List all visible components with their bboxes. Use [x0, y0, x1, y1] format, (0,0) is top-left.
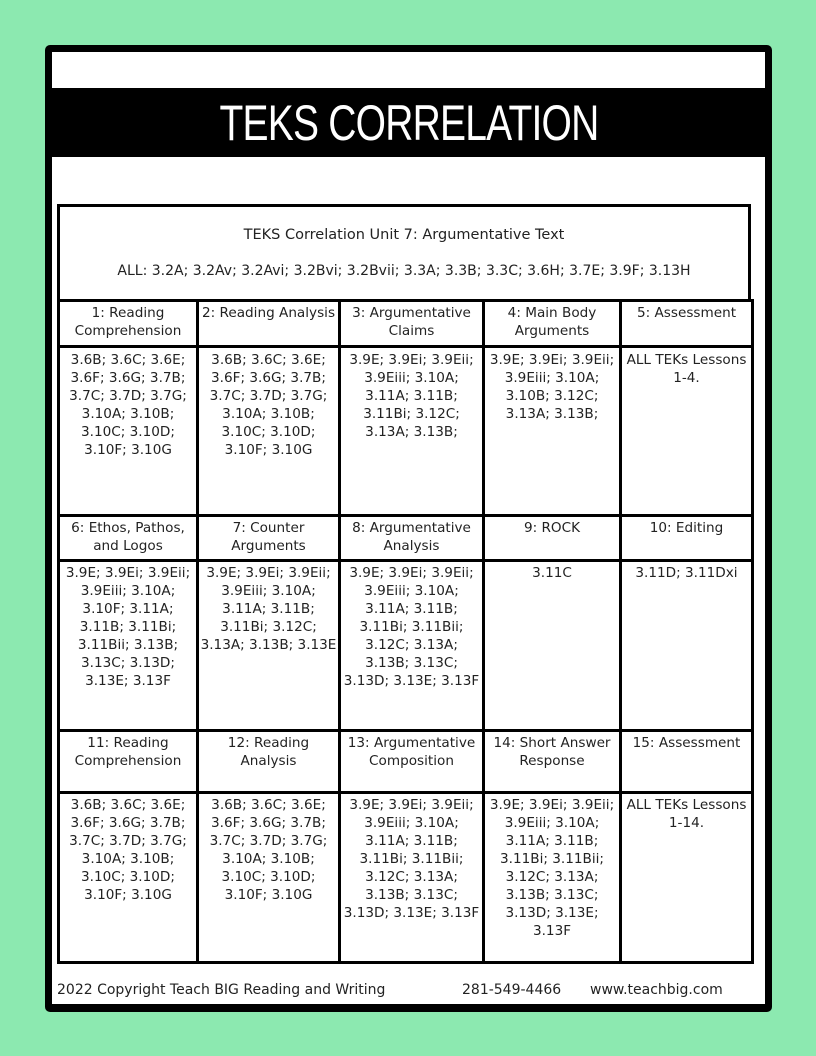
teks-cell: 3.6B; 3.6C; 3.6E; 3.6F; 3.6G; 3.7B; 3.7C; 3.7D; 3.7G; 3.10A; 3.10B; 3.10C; 3.10D; 3.10F; 3.10G: [59, 347, 198, 516]
lesson-header-row: [59, 516, 753, 561]
teks-row: [59, 347, 753, 516]
lesson-header: 14: Short Answer Response: [484, 731, 621, 793]
footer-phone: 281-549-4466: [462, 982, 562, 998]
page-title: TEKS CORRELATION: [218, 94, 599, 151]
summary-title: TEKS Correlation Unit 7: Argumentative Text: [243, 227, 565, 243]
teks-cell: 3.11C: [484, 561, 621, 731]
teks-cell: 3.9E; 3.9Ei; 3.9Eii; 3.9Eiii; 3.10A; 3.11A; 3.11B; 3.11Bi; 3.11Bii; 3.12C; 3.13A; 3.13B; 3.13C; 3.13D; 3.13E; 3.13F: [340, 793, 484, 963]
lesson-header: 2: Reading Analysis: [198, 301, 340, 347]
teks-cell: 3.9E; 3.9Ei; 3.9Eii; 3.9Eiii; 3.10A; 3.10B; 3.12C; 3.13A; 3.13B;: [484, 347, 621, 516]
lesson-header: 1: Reading Comprehension: [59, 301, 198, 347]
teks-cell: 3.9E; 3.9Ei; 3.9Eii; 3.9Eiii; 3.10A; 3.11A; 3.11B; 3.11Bi; 3.12C; 3.13A; 3.13B;: [340, 347, 484, 516]
lesson-header: 9: ROCK: [484, 516, 621, 561]
lesson-header: 7: Counter Arguments: [198, 516, 340, 561]
lesson-header: 11: Reading Comprehension: [59, 731, 198, 793]
lesson-header: 8: Argumentative Analysis: [340, 516, 484, 561]
teks-cell: 3.6B; 3.6C; 3.6E; 3.6F; 3.6G; 3.7B; 3.7C; 3.7D; 3.7G; 3.10A; 3.10B; 3.10C; 3.10D; 3.10F; 3.10G: [198, 347, 340, 516]
teks-table: [57, 299, 754, 964]
lesson-header: 5: Assessment: [621, 301, 753, 347]
teks-cell: 3.9E; 3.9Ei; 3.9Eii; 3.9Eiii; 3.10A; 3.11A; 3.11B; 3.11Bi; 3.12C; 3.13A; 3.13B; 3.13E: [198, 561, 340, 731]
lesson-header: 13: Argumentative Composition: [340, 731, 484, 793]
teks-cell: ALL TEKs Lessons 1-14.: [621, 793, 753, 963]
teks-row: [59, 561, 753, 731]
lesson-header-row: [59, 301, 753, 347]
summary-box: [57, 204, 751, 300]
footer-copyright: 2022 Copyright Teach BIG Reading and Writing: [57, 982, 386, 998]
teks-cell: 3.9E; 3.9Ei; 3.9Eii; 3.9Eiii; 3.10A; 3.11A; 3.11B; 3.11Bi; 3.11Bii; 3.12C; 3.13A; 3.13B; 3.13C; 3.13D; 3.13E; 3.13F: [484, 793, 621, 963]
teks-cell: ALL TEKs Lessons 1-4.: [621, 347, 753, 516]
teks-cell: 3.9E; 3.9Ei; 3.9Eii; 3.9Eiii; 3.10A; 3.11A; 3.11B; 3.11Bi; 3.11Bii; 3.12C; 3.13A; 3.13B; 3.13C; 3.13D; 3.13E; 3.13F: [340, 561, 484, 731]
title-banner: [52, 88, 765, 157]
lesson-header: 12: Reading Analysis: [198, 731, 340, 793]
teks-cell: 3.6B; 3.6C; 3.6E; 3.6F; 3.6G; 3.7B; 3.7C; 3.7D; 3.7G; 3.10A; 3.10B; 3.10C; 3.10D; 3.10F; 3.10G: [198, 793, 340, 963]
teks-cell: 3.11D; 3.11Dxi: [621, 561, 753, 731]
lesson-header: 6: Ethos, Pathos, and Logos: [59, 516, 198, 561]
teks-cell: 3.9E; 3.9Ei; 3.9Eii; 3.9Eiii; 3.10A; 3.10F; 3.11A; 3.11B; 3.11Bi; 3.11Bii; 3.13B; 3.13C; 3.13D; 3.13E; 3.13F: [59, 561, 198, 731]
lesson-header: 3: Argumentative Claims: [340, 301, 484, 347]
teks-cell: 3.6B; 3.6C; 3.6E; 3.6F; 3.6G; 3.7B; 3.7C; 3.7D; 3.7G; 3.10A; 3.10B; 3.10C; 3.10D; 3.10F; 3.10G: [59, 793, 198, 963]
lesson-header: 10: Editing: [621, 516, 753, 561]
footer-website[interactable]: www.teachbig.com: [590, 982, 723, 998]
summary-all-teks: ALL: 3.2A; 3.2Av; 3.2Avi; 3.2Bvi; 3.2Bvii; 3.3A; 3.3B; 3.3C; 3.6H; 3.7E; 3.9F; 3.13H: [117, 263, 691, 279]
lesson-header-row: [59, 731, 753, 793]
lesson-header: 4: Main Body Arguments: [484, 301, 621, 347]
lesson-header: 15: Assessment: [621, 731, 753, 793]
teks-row: [59, 793, 753, 963]
